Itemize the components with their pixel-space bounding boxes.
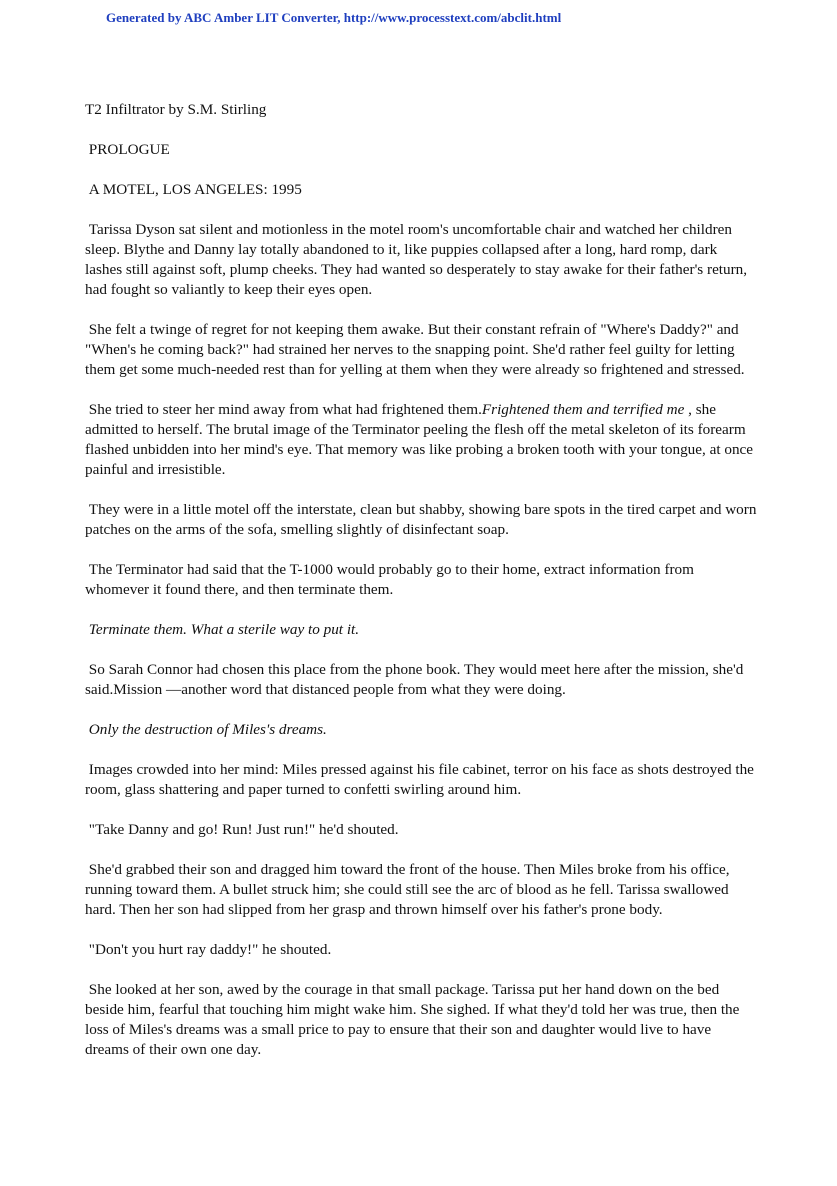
paragraph-2	[85, 320, 757, 380]
paragraph-11-text: She'd grabbed their son and dragged him toward the front of the house. Then Miles broke from his office, running toward them. A bullet struck him; she could still see the arc of blood as he fell. Tarissa swallowed hard. Then her son had slipped from her grasp and thrown himself over his father's prone body.	[85, 861, 730, 918]
location-heading-text: A MOTEL, LOS ANGELES: 1995	[88, 181, 302, 198]
paragraph-12	[85, 940, 757, 960]
paragraph-7-text: So Sarah Connor had chosen this place from the phone book. They would meet here after the mission, she'd said.Mission —another word that distanced people from what they were doing.	[85, 661, 744, 698]
paragraph-10-text: "Take Danny and go! Run! Just run!" he'd shouted.	[88, 821, 399, 838]
paragraph-1	[85, 220, 757, 300]
paragraph-1-text: Tarissa Dyson sat silent and motionless in the motel room's uncomfortable chair and watched her children sleep. Blythe and Danny lay totally abandoned to it, like puppies collapsed after a long, hard romp, dark lashes still against soft, plump cheeks. They had wanted so desperately to stay awake for their father's return, had fought so valiantly to keep their eyes open.	[85, 221, 748, 298]
paragraph-3-end: , she admitted to herself. The brutal image of the Terminator peeling the flesh off the metal skeleton of its forearm flashed unbidden into her mind's eye. That memory was like probing a broken tooth with your tongue, at once painful and irresistible.	[85, 401, 754, 478]
document-title: T2 Infiltrator by S.M. Stirling	[85, 101, 267, 118]
document-body	[85, 100, 757, 1080]
section-heading	[85, 140, 757, 160]
paragraph-5	[85, 560, 757, 600]
paragraph-9	[85, 760, 757, 800]
paragraph-13	[85, 980, 757, 1060]
paragraph-7	[85, 660, 757, 700]
paragraph-3	[85, 400, 757, 480]
converter-banner[interactable]: Generated by ABC Amber LIT Converter, http://www.processtext.com/abclit.html	[106, 10, 562, 25]
paragraph-11	[85, 860, 757, 920]
paragraph-12-text: "Don't you hurt ray daddy!" he shouted.	[88, 941, 332, 958]
paragraph-13-text: She looked at her son, awed by the courage in that small package. Tarissa put her hand down on the bed beside him, fearful that touching him might wake him. She sighed. If what they'd told her was true, then the loss of Miles's dreams was a small price to pay to ensure that their son and daughter would live to have dreams of their own one day.	[85, 981, 740, 1058]
paragraph-8-italic: Only the destruction of Miles's dreams.	[88, 721, 327, 738]
paragraph-9-text: Images crowded into her mind: Miles pressed against his file cabinet, terror on his face as shots destroyed the room, glass shattering and paper turned to confetti swirling around him.	[85, 761, 754, 798]
paragraph-3-start: She tried to steer her mind away from what had frightened them.	[88, 401, 482, 418]
paragraph-5-text: The Terminator had said that the T-1000 would probably go to their home, extract information from whomever it found there, and then terminate them.	[85, 561, 694, 598]
paragraph-6-italic: Terminate them. What a sterile way to put it.	[88, 621, 360, 638]
paragraph-8	[85, 720, 757, 740]
paragraph-4-text: They were in a little motel off the interstate, clean but shabby, showing bare spots in the tired carpet and worn patches on the arms of the sofa, smelling slightly of disinfectant soap.	[85, 501, 757, 538]
location-heading	[85, 180, 757, 200]
section-heading-text: PROLOGUE	[88, 141, 170, 158]
paragraph-2-text: She felt a twinge of regret for not keeping them awake. But their constant refrain of "Where's Daddy?" and "When's he coming back?" had strained her nerves to the snapping point. She'd rather feel guilty for letting them get some much-needed rest than for yelling at them when they were already so frightened and stressed.	[85, 321, 745, 378]
paragraph-4	[85, 500, 757, 540]
paragraph-6	[85, 620, 757, 640]
paragraph-10	[85, 820, 757, 840]
paragraph-3-italic: Frightened them and terrified me	[481, 401, 685, 418]
